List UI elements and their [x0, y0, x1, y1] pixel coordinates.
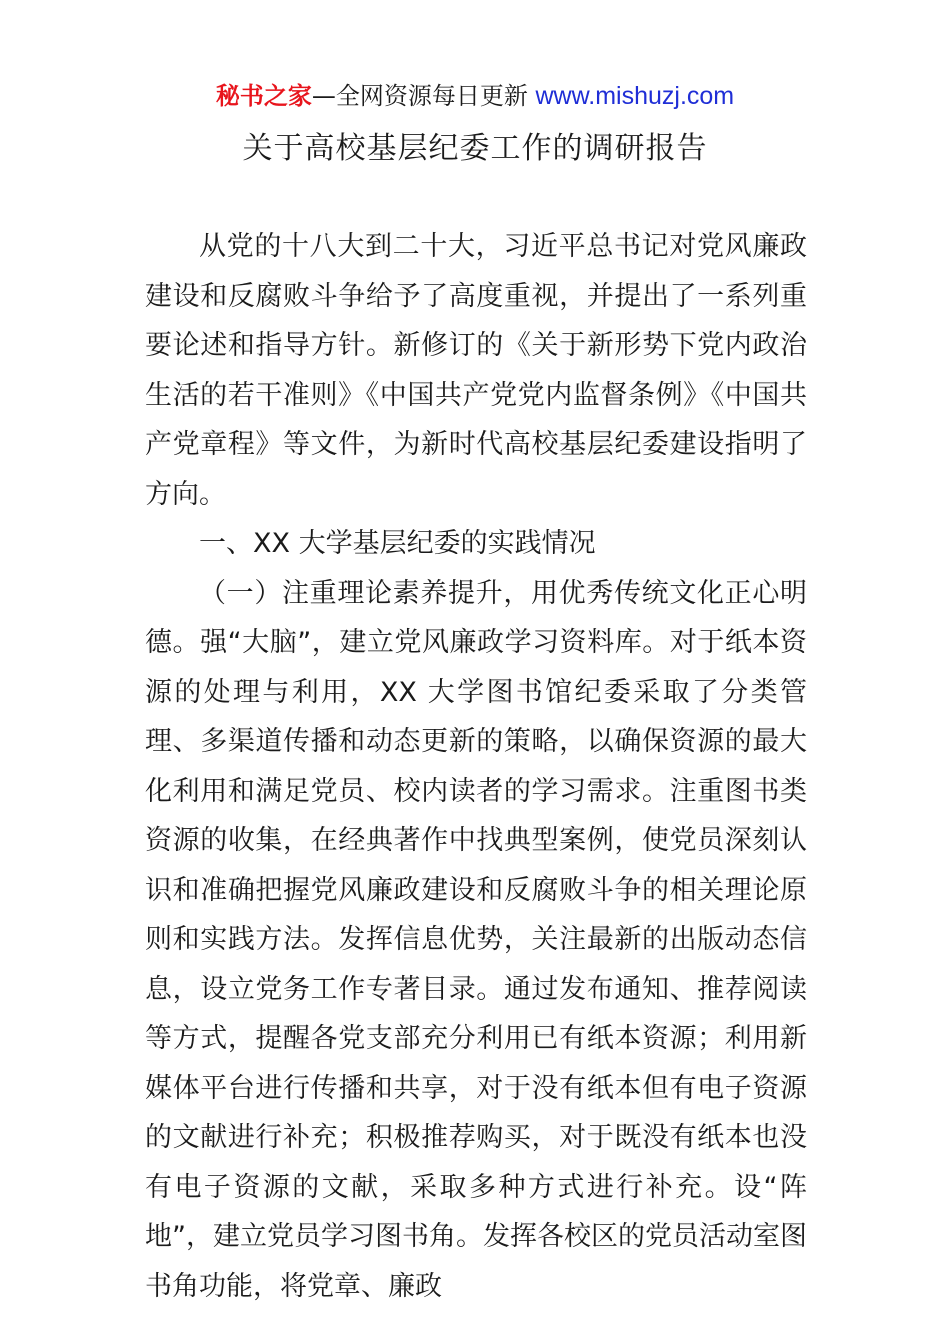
- site-header: [0, 80, 950, 112]
- site-tagline: —全网资源每日更新: [311, 82, 536, 110]
- document-body: [145, 222, 807, 1311]
- document-title: 关于高校基层纪委工作的调研报告: [242, 131, 708, 166]
- site-brand: 秘书之家: [215, 82, 312, 110]
- section-heading: 一、XX 大学基层纪委的实践情况: [199, 528, 596, 559]
- paragraph-intro: 从党的十八大到二十大，习近平总书记对党风廉政建设和反腐败斗争给予了高度重视，并提出了一系列重要论述和指导方针。新修订的《关于新形势下党内政治生活的若干准则》《中国共产党党内监督条例》《中国共产党章程》等文件，为新时代高校基层纪委建设指明了方向。: [145, 231, 807, 510]
- paragraph-subsection-1: （一）注重理论素养提升，用优秀传统文化正心明德。强“大脑”，建立党风廉政学习资料库。对于纸本资源的处理与利用，XX 大学图书馆纪委采取了分类管理、多渠道传播和动态更新的策略，以确保资源的最大化利用和满足党员、校内读者的学习需求。注重图书类资源的收集，在经典著作中找典型案例，使党员深刻认识和准确把握党风廉政建设和反腐败斗争的相关理论原则和实践方法。发挥信息优势，关注最新的出版动态信息，设立党务工作专著目录。通过发布通知、推荐阅读等方式，提醒各党支部充分利用已有纸本资源；利用新媒体平台进行传播和共享，对于没有纸本但有电子资源的文献进行补充；积极推荐购买，对于既没有纸本也没有电子资源的文献，采取多种方式进行补充。设“阵地”，建立党员学习图书角。发挥各校区的党员活动室图书角功能，将党章、廉政: [145, 577, 807, 1302]
- site-url-link[interactable]: www.mishuzj.com: [535, 82, 735, 110]
